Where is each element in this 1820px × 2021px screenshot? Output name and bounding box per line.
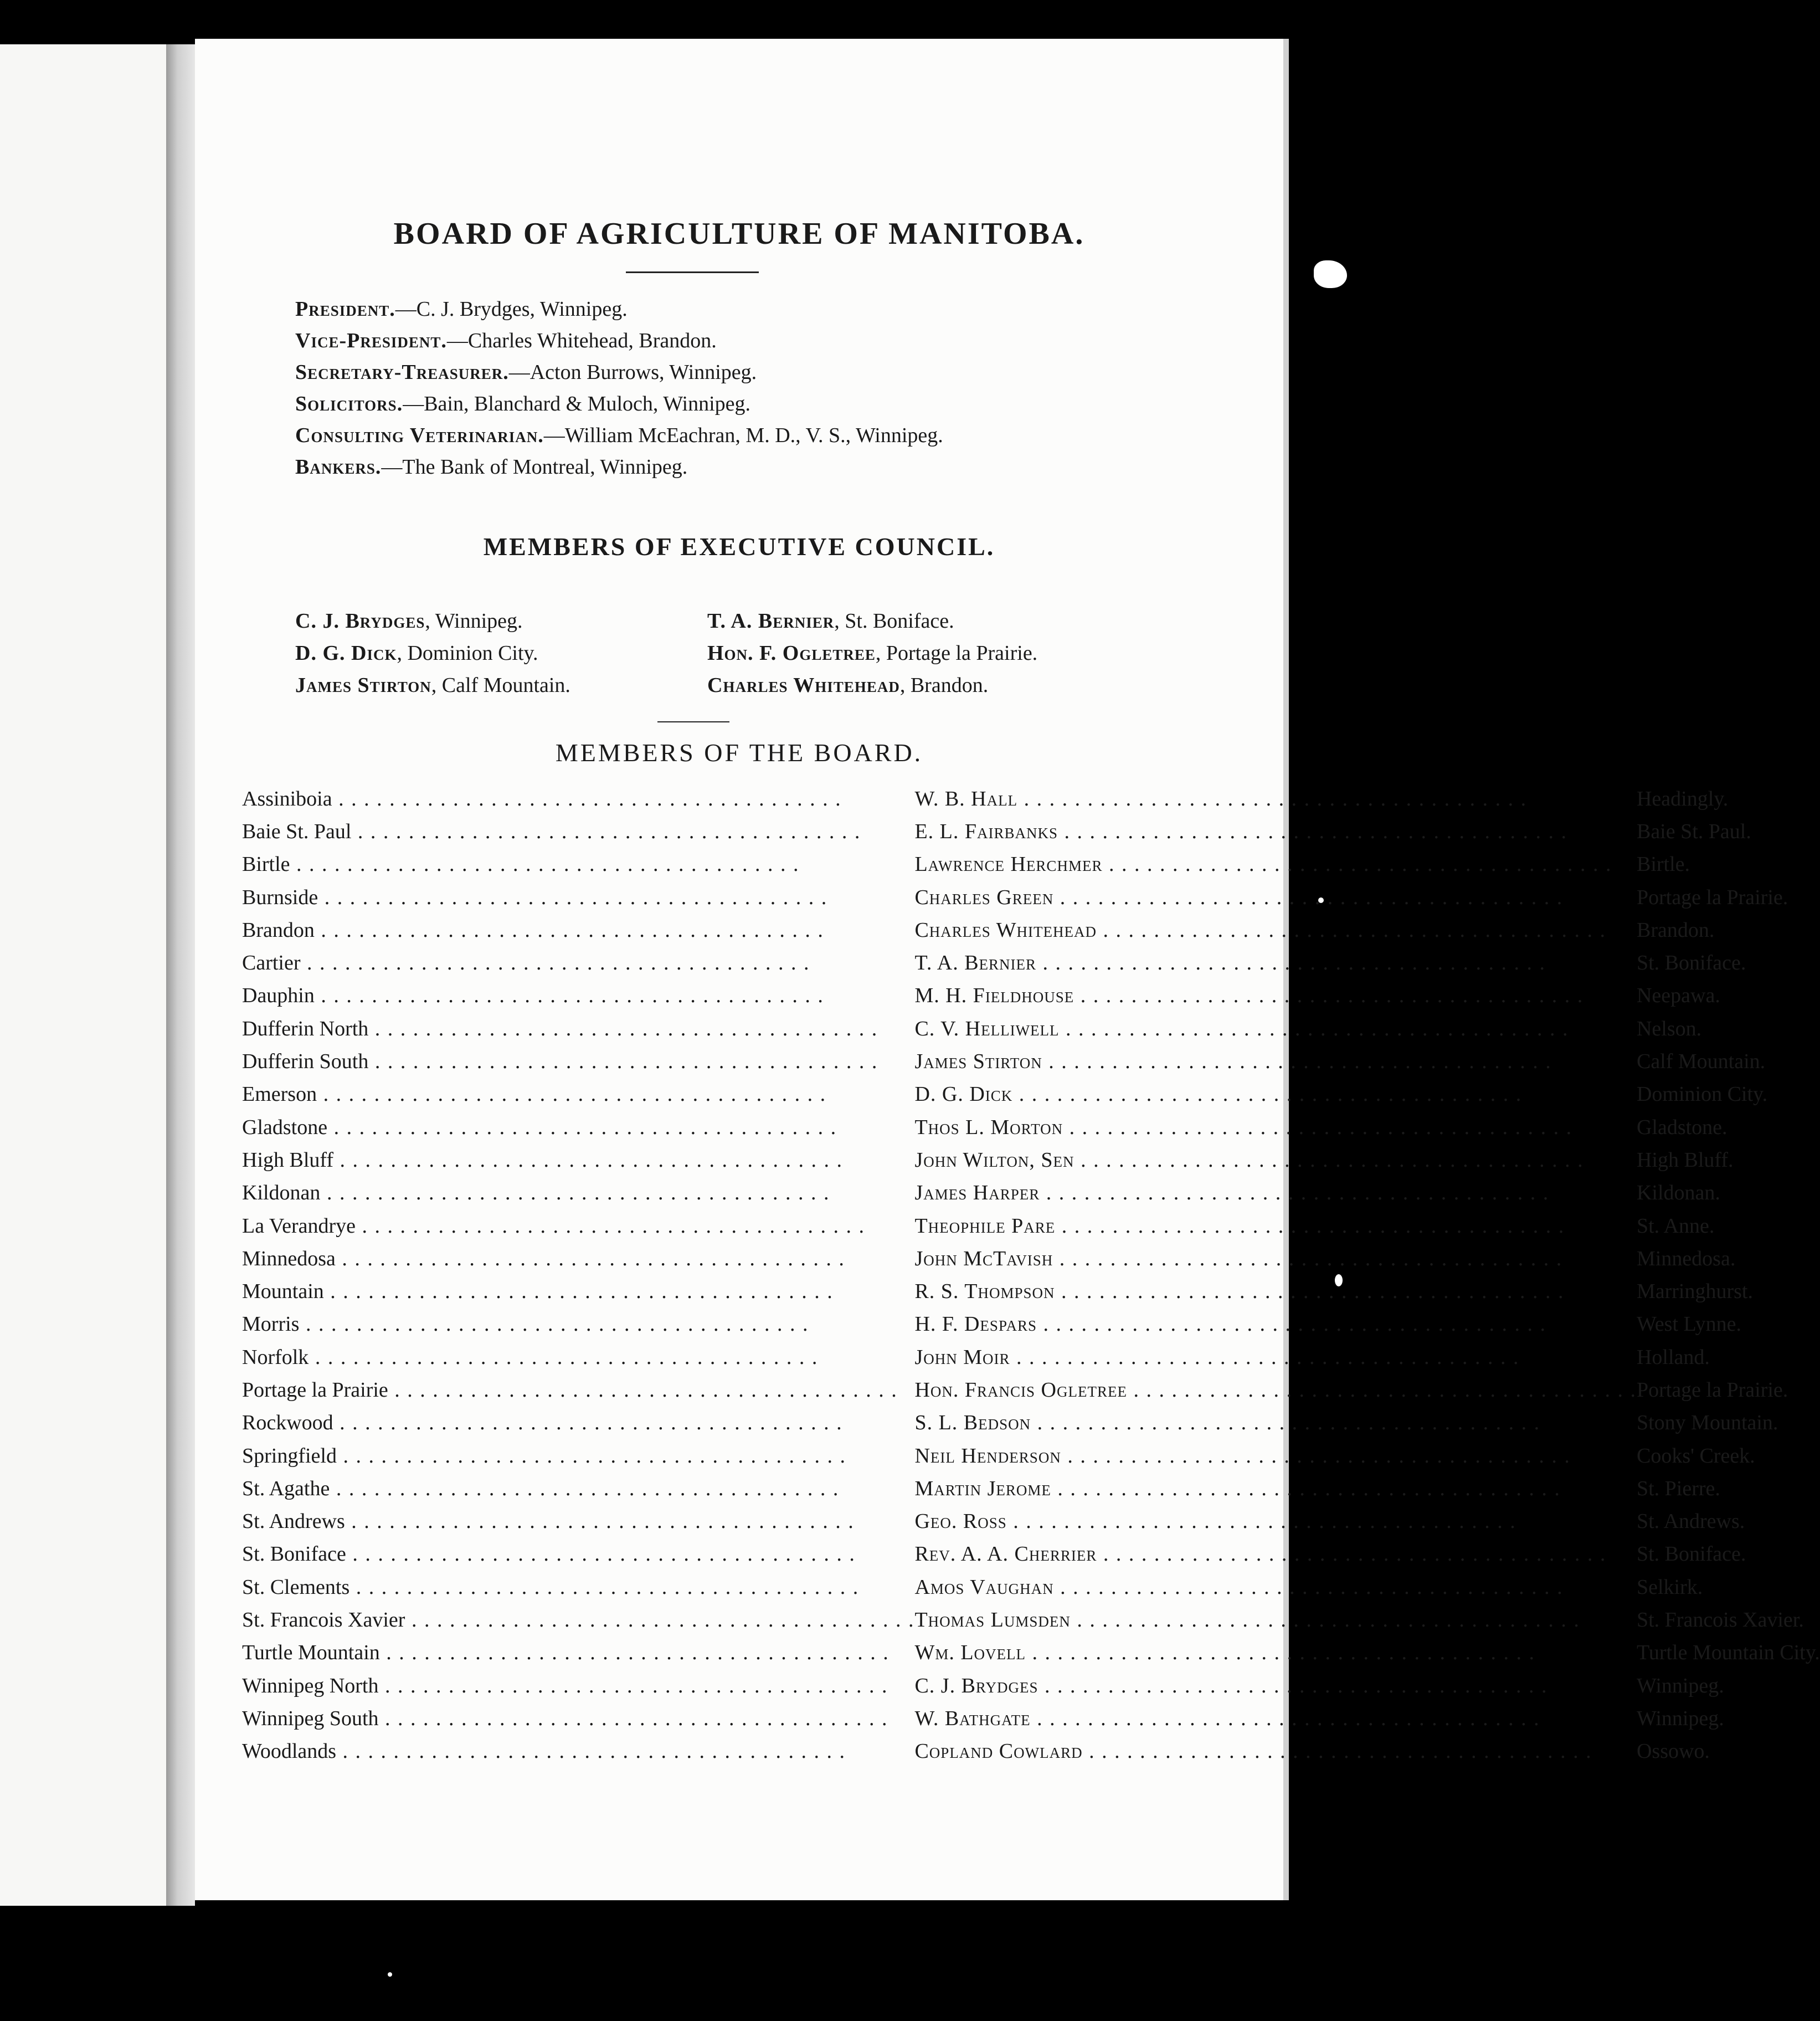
board-member	[914, 1702, 1637, 1735]
board-row	[242, 1702, 1820, 1735]
division-name: Dufferin North . . .	[242, 1017, 914, 1041]
member-residence: Ossowo.	[1636, 1740, 1710, 1763]
officer-role: Solicitors.	[295, 392, 403, 416]
officer-role: Bankers.	[295, 455, 382, 479]
council-member-name: D. G. Dick	[295, 642, 397, 665]
member-residence: Neepawa.	[1636, 984, 1720, 1008]
board-member	[914, 1735, 1637, 1768]
board-member	[914, 815, 1637, 848]
member-name: Copland Cowlard . . .	[914, 1739, 1637, 1763]
division-name: Woodlands . . .	[242, 1739, 914, 1763]
council-member	[707, 605, 1037, 637]
page-title: BOARD OF AGRICULTURE OF MANITOBA.	[393, 217, 1085, 251]
member-residence: Nelson.	[1636, 1017, 1702, 1040]
board-member	[914, 1275, 1637, 1307]
division-name: Gladstone . . .	[242, 1115, 914, 1140]
member-residence: Gladstone.	[1636, 1115, 1728, 1139]
board-member	[914, 1078, 1637, 1111]
member-name: Charles Whitehead . . .	[914, 918, 1637, 942]
board-row	[242, 1111, 1820, 1143]
board-row	[242, 1373, 1820, 1406]
member-residence: Turtle Mountain City.	[1636, 1641, 1820, 1665]
division-name: Cartier . . .	[242, 951, 914, 975]
member-residence: Kildonan.	[1636, 1181, 1720, 1205]
board-division	[242, 914, 914, 946]
board-row	[242, 1407, 1820, 1439]
board-division	[242, 1505, 914, 1538]
council-member-name: Charles Whitehead	[707, 674, 900, 697]
board-row	[242, 1538, 1820, 1571]
document-page	[195, 39, 1820, 1900]
board-row	[242, 1571, 1820, 1603]
division-name: Minnedosa . . .	[242, 1247, 914, 1271]
board-member	[914, 881, 1637, 914]
board-row	[242, 979, 1820, 1012]
division-name: Birtle . . .	[242, 852, 914, 876]
board-division	[242, 1143, 914, 1176]
board-division	[242, 815, 914, 848]
board-member	[914, 1439, 1637, 1472]
board-row	[242, 881, 1820, 914]
board-division	[242, 848, 914, 881]
board-row	[242, 848, 1820, 881]
board-member	[914, 1373, 1637, 1406]
member-residence: Stony Mountain.	[1636, 1411, 1778, 1435]
officer-line	[295, 294, 943, 325]
member-residence: St. Francois Xavier.	[1636, 1608, 1804, 1632]
member-name: E. L. Fairbanks . . .	[914, 819, 1637, 844]
officer-detail: —C. J. Brydges, Winnipeg.	[395, 297, 628, 321]
board-member	[914, 1669, 1637, 1702]
board-row	[242, 1275, 1820, 1307]
officer-detail: —William McEachran, M. D., V. S., Winnipeg.	[543, 424, 943, 447]
board-member	[914, 1538, 1637, 1571]
board-members-body	[242, 782, 1820, 1768]
member-residence: St. Andrews.	[1636, 1510, 1745, 1533]
board-division	[242, 1012, 914, 1045]
member-name: C. V. Helliwell . . .	[914, 1017, 1637, 1041]
officer-line	[295, 388, 943, 420]
board-member	[914, 1209, 1637, 1242]
board-member	[914, 1012, 1637, 1045]
member-residence: St. Anne.	[1636, 1214, 1715, 1238]
book-gutter	[166, 44, 195, 1906]
member-residence: Holland.	[1636, 1345, 1710, 1369]
member-name: John Wilton, Sen . . .	[914, 1148, 1637, 1172]
board-division	[242, 1571, 914, 1603]
board-member	[914, 1472, 1637, 1505]
member-name: S. L. Bedson . . .	[914, 1410, 1637, 1435]
board-row	[242, 1177, 1820, 1209]
board-member	[914, 848, 1637, 881]
division-name: Morris . . .	[242, 1312, 914, 1336]
division-name: Rockwood . . .	[242, 1410, 914, 1435]
board-member	[914, 1308, 1637, 1341]
board-division	[242, 1637, 914, 1669]
member-name: Amos Vaughan . . .	[914, 1575, 1637, 1599]
member-residence: Headingly.	[1636, 787, 1729, 811]
member-name: John Moir . . .	[914, 1345, 1637, 1369]
division-name: Emerson . . .	[242, 1082, 914, 1106]
board-division	[242, 1472, 914, 1505]
board-division	[242, 1735, 914, 1768]
member-name: C. J. Brydges . . .	[914, 1674, 1637, 1698]
member-residence: Winnipeg.	[1636, 1674, 1724, 1697]
board-division	[242, 1407, 914, 1439]
member-name: T. A. Bernier . . .	[914, 951, 1637, 975]
board-division	[242, 946, 914, 979]
board-member	[914, 1603, 1637, 1636]
division-name: Burnside . . .	[242, 885, 914, 910]
facing-page	[0, 44, 166, 1906]
board-members-table	[242, 782, 1820, 1768]
officer-line	[295, 452, 943, 483]
member-name: James Harper . . .	[914, 1181, 1637, 1205]
board-row	[242, 1603, 1820, 1636]
board-division	[242, 1111, 914, 1143]
board-division	[242, 1669, 914, 1702]
board-row	[242, 815, 1820, 848]
board-row	[242, 1439, 1820, 1472]
board-division	[242, 1341, 914, 1373]
division-name: Kildonan . . .	[242, 1181, 914, 1205]
board-member	[914, 1637, 1637, 1669]
council-member	[707, 669, 1037, 701]
board-row	[242, 1012, 1820, 1045]
member-name: Wm. Lovell . . .	[914, 1640, 1637, 1665]
council-member	[295, 669, 570, 701]
board-member	[914, 1242, 1637, 1275]
member-name: W. B. Hall . . .	[914, 787, 1637, 811]
member-residence: Cooks' Creek.	[1636, 1444, 1755, 1468]
division-name: Winnipeg North . . .	[242, 1674, 914, 1698]
board-division	[242, 1078, 914, 1111]
board-row	[242, 1735, 1820, 1768]
board-division	[242, 1538, 914, 1571]
member-residence: St. Boniface.	[1636, 1542, 1746, 1566]
member-residence: Winnipeg.	[1636, 1706, 1724, 1730]
member-name: Charles Green . . .	[914, 885, 1637, 910]
member-residence: Birtle.	[1636, 853, 1690, 876]
board-member	[914, 1111, 1637, 1143]
board-member	[914, 1177, 1637, 1209]
board-division	[242, 1373, 914, 1406]
council-member-place: , St. Boniface.	[834, 609, 954, 633]
division-name: High Bluff . . .	[242, 1148, 914, 1172]
executive-council-right	[707, 605, 1037, 701]
member-residence: High Bluff.	[1636, 1148, 1734, 1172]
officer-role: President.	[295, 297, 395, 321]
member-residence: Calf Mountain.	[1636, 1050, 1766, 1074]
board-row	[242, 1209, 1820, 1242]
board-member	[914, 979, 1637, 1012]
member-residence: St. Pierre.	[1636, 1476, 1720, 1500]
board-row	[242, 946, 1820, 979]
board-member	[914, 1143, 1637, 1176]
member-residence: Baie St. Paul.	[1636, 819, 1751, 843]
board-division	[242, 1275, 914, 1307]
officer-detail: —Acton Burrows, Winnipeg.	[508, 361, 757, 384]
council-member-place: , Dominion City.	[397, 642, 538, 665]
member-name: R. S. Thompson . . .	[914, 1279, 1637, 1304]
board-division	[242, 782, 914, 815]
member-name: M. H. Fieldhouse . . .	[914, 983, 1637, 1008]
member-residence: Brandon.	[1636, 918, 1715, 942]
member-residence: Portage la Prairie.	[1636, 1378, 1788, 1402]
council-member-place: , Calf Mountain.	[431, 674, 570, 697]
officer-role: Vice-President.	[295, 329, 447, 352]
board-row	[242, 1143, 1820, 1176]
board-row	[242, 1472, 1820, 1505]
member-name: Martin Jerome . . .	[914, 1476, 1637, 1501]
board-row	[242, 1341, 1820, 1373]
council-member	[707, 637, 1037, 669]
division-name: Brandon . . .	[242, 918, 914, 942]
officers-list	[295, 294, 943, 483]
member-name: Theophile Pare . . .	[914, 1214, 1637, 1238]
section-rule	[657, 721, 729, 722]
division-name: Turtle Mountain . . .	[242, 1640, 914, 1665]
council-member-name: James Stirton	[295, 674, 431, 697]
member-residence: St. Boniface.	[1636, 951, 1746, 975]
executive-council-heading: MEMBERS OF EXECUTIVE COUNCIL.	[483, 532, 995, 561]
scan-speck	[1318, 897, 1324, 903]
member-name: Geo. Ross . . .	[914, 1509, 1637, 1533]
member-residence: Portage la Prairie.	[1636, 885, 1788, 909]
division-name: Springfield . . .	[242, 1444, 914, 1468]
division-name: Mountain . . .	[242, 1279, 914, 1304]
council-member	[295, 605, 570, 637]
division-name: Baie St. Paul . . .	[242, 819, 914, 844]
board-heading: MEMBERS OF THE BOARD.	[555, 738, 923, 767]
division-name: St. Boniface . . .	[242, 1542, 914, 1566]
member-name: H. F. Despars . . .	[914, 1312, 1637, 1336]
officer-role: Secretary-Treasurer.	[295, 361, 509, 384]
division-name: Portage la Prairie . . .	[242, 1378, 914, 1402]
board-row	[242, 1637, 1820, 1669]
scan-speck	[1335, 1274, 1343, 1286]
member-residence: West Lynne.	[1636, 1312, 1741, 1336]
executive-council-left	[295, 605, 570, 701]
board-division	[242, 1308, 914, 1341]
division-name: Norfolk . . .	[242, 1345, 914, 1369]
board-row	[242, 1669, 1820, 1702]
member-name: Hon. Francis Ogletree . . .	[914, 1378, 1637, 1402]
officer-line	[295, 357, 943, 388]
member-name: W. Bathgate . . .	[914, 1706, 1637, 1731]
council-member-name: C. J. Brydges	[295, 609, 425, 633]
council-member	[295, 637, 570, 669]
board-division	[242, 1209, 914, 1242]
member-name: D. G. Dick . . .	[914, 1082, 1637, 1106]
division-name: Dufferin South . . .	[242, 1049, 914, 1074]
division-name: St. Francois Xavier . . .	[242, 1608, 914, 1632]
board-member	[914, 914, 1637, 946]
board-row	[242, 782, 1820, 815]
member-residence: Marringhurst.	[1636, 1280, 1753, 1304]
member-name: John McTavish . . .	[914, 1247, 1637, 1271]
scan-speck	[388, 1972, 392, 1977]
board-row	[242, 1308, 1820, 1341]
division-name: St. Andrews . . .	[242, 1509, 914, 1533]
board-division	[242, 979, 914, 1012]
board-division	[242, 881, 914, 914]
member-residence: Minnedosa.	[1636, 1247, 1736, 1270]
officer-detail: —The Bank of Montreal, Winnipeg.	[381, 455, 688, 479]
officer-detail: —Charles Whitehead, Brandon.	[446, 329, 717, 352]
officer-line	[295, 325, 943, 357]
council-member-place: , Brandon.	[899, 674, 989, 697]
member-name: Neil Henderson . . .	[914, 1444, 1637, 1468]
board-row	[242, 1242, 1820, 1275]
board-division	[242, 1177, 914, 1209]
member-name: James Stirton . . .	[914, 1049, 1637, 1074]
board-division	[242, 1045, 914, 1078]
member-name: Thomas Lumsden . . .	[914, 1608, 1637, 1632]
board-member	[914, 782, 1637, 815]
council-member-name: T. A. Bernier	[707, 609, 835, 633]
board-row	[242, 914, 1820, 946]
member-name: Rev. A. A. Cherrier . . .	[914, 1542, 1637, 1566]
officer-detail: —Bain, Blanchard & Muloch, Winnipeg.	[403, 392, 751, 416]
board-division	[242, 1242, 914, 1275]
member-name: Lawrence Herchmer . . .	[914, 852, 1637, 876]
board-row	[242, 1045, 1820, 1078]
member-residence: Selkirk.	[1636, 1575, 1703, 1599]
scan-speck	[1314, 260, 1347, 288]
board-row	[242, 1505, 1820, 1538]
officer-role: Consulting Veterinarian.	[295, 424, 544, 447]
board-member	[914, 1571, 1637, 1603]
council-member-place: , Portage la Prairie.	[875, 642, 1038, 665]
member-name: Thos L. Morton . . .	[914, 1115, 1637, 1140]
board-division	[242, 1603, 914, 1636]
division-name: St. Clements . . .	[242, 1575, 914, 1599]
division-name: Winnipeg South . . .	[242, 1706, 914, 1731]
board-division	[242, 1702, 914, 1735]
title-rule	[626, 271, 759, 273]
board-member	[914, 1341, 1637, 1373]
board-member	[914, 1045, 1637, 1078]
division-name: La Verandrye . . .	[242, 1214, 914, 1238]
board-member	[914, 1407, 1637, 1439]
division-name: Dauphin . . .	[242, 983, 914, 1008]
division-name: Assiniboia . . .	[242, 787, 914, 811]
member-residence: Dominion City.	[1636, 1083, 1768, 1106]
board-member	[914, 1505, 1637, 1538]
officer-line	[295, 420, 943, 452]
board-division	[242, 1439, 914, 1472]
division-name: St. Agathe . . .	[242, 1476, 914, 1501]
council-member-name: Hon. F. Ogletree	[707, 642, 876, 665]
board-row	[242, 1078, 1820, 1111]
council-member-place: , Winnipeg.	[425, 609, 523, 633]
board-member	[914, 946, 1637, 979]
